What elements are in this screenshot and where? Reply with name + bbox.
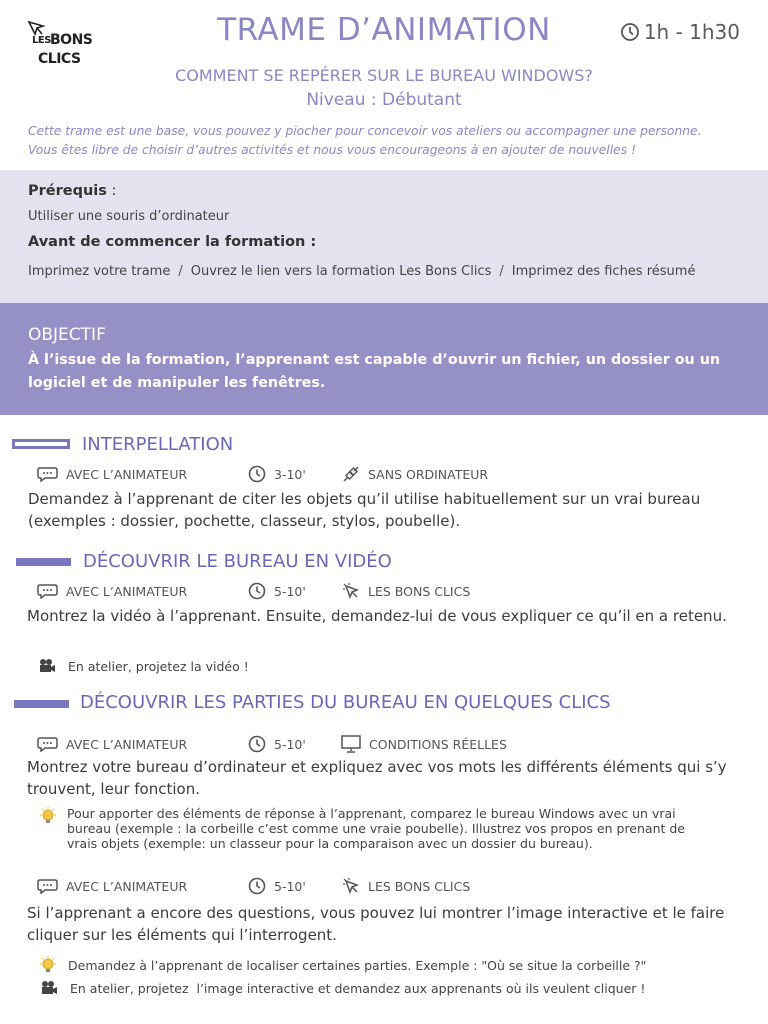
step-separator: /: [499, 264, 504, 279]
before-heading: Avant de commencer la formation :: [28, 234, 317, 250]
section-meta: [0, 876, 768, 896]
clock-icon: [248, 582, 266, 600]
section-meta: [0, 734, 768, 754]
before-steps: [28, 264, 695, 279]
meta-who: [37, 736, 187, 752]
projector-camera-icon: [38, 658, 56, 674]
section-title-interpellation: INTERPELLATION: [82, 434, 234, 455]
meta-support-text: LES BONS CLICS: [368, 878, 471, 894]
objective-panel: [0, 303, 768, 415]
meta-support: [342, 582, 470, 600]
prerequisites-panel: [0, 170, 768, 303]
meta-who: [37, 878, 187, 894]
level: Niveau : Débutant: [306, 90, 462, 110]
section-title-video: DÉCOUVRIR LE BUREAU EN VIDÉO: [83, 551, 392, 572]
page-title: TRAME D’ANIMATION: [217, 12, 551, 48]
step-3: Imprimez des fiches résumé: [511, 264, 696, 279]
meta-support: [342, 877, 470, 895]
intro-line-2: Vous êtes libre de choisir d’autres activités et nous vous encourageons à en ajouter de nouvelles !: [28, 143, 636, 157]
duration-text: 1h - 1h30: [643, 20, 740, 44]
monitor-icon: [341, 735, 361, 753]
duration: [620, 20, 740, 44]
speech-bubble-icon: [37, 583, 58, 599]
meta-who-text: AVEC L’ANIMATEUR: [66, 736, 188, 752]
section-text: Si l’apprenant a encore des questions, vous pouvez lui montrer l’image interactive et le faire cliquer sur les éléments qui l’interrogent.: [27, 904, 725, 944]
cursor-click-icon: [342, 877, 360, 895]
meta-time-text: 5-10': [274, 736, 306, 752]
tip-row: [40, 980, 645, 996]
meta-time: [248, 735, 306, 753]
tip-text: En atelier, projetez l’image interactive et demandez aux apprenants où ils veulent cliquer !: [70, 980, 646, 996]
lightbulb-icon: [38, 806, 58, 826]
meta-time-text: 5-10': [274, 878, 306, 894]
logo-les: LES: [32, 35, 51, 46]
projector-camera-icon: [40, 980, 58, 996]
tip-text: Demandez à l’apprenant de localiser certaines parties. Exemple : "Où se situe la corbeille ?": [68, 957, 647, 973]
tip-row: [38, 806, 718, 851]
intro-line-1: Cette trame est une base, vous pouvez y piocher pour concevoir vos ateliers ou accompagner une personne.: [28, 124, 702, 138]
meta-support-text: LES BONS CLICS: [368, 583, 471, 599]
meta-who-text: AVEC L’ANIMATEUR: [66, 466, 188, 482]
section-bar-filled: [14, 700, 69, 708]
meta-who-text: AVEC L’ANIMATEUR: [66, 878, 188, 894]
meta-who: [37, 466, 187, 482]
prereq-text: Utiliser une souris d’ordinateur: [28, 209, 230, 224]
tip-row: [38, 658, 249, 674]
meta-time-text: 3-10': [274, 466, 306, 482]
lightbulb-icon: [38, 955, 58, 975]
meta-time: [248, 877, 306, 895]
objective-heading: OBJECTIF: [28, 325, 106, 345]
step-separator: /: [178, 264, 183, 279]
meta-support-text: SANS ORDINATEUR: [368, 466, 489, 482]
step-1: Imprimez votre trame: [28, 264, 171, 279]
step-2: Ouvrez le lien vers la formation Les Bons Clics: [190, 264, 492, 279]
section-meta: [0, 464, 768, 484]
clock-icon: [248, 877, 266, 895]
clock-icon: [248, 735, 266, 753]
section-title-parts: DÉCOUVRIR LES PARTIES DU BUREAU EN QUELQUES CLICS: [80, 692, 611, 713]
speech-bubble-icon: [37, 466, 58, 482]
objective-text: À l’issue de la formation, l’apprenant est capable d’ouvrir un fichier, un dossier ou un logiciel et de manipuler les fenêtres.: [28, 352, 721, 391]
tip-text: En atelier, projetez la vidéo !: [68, 658, 249, 674]
intro-text: [28, 122, 748, 160]
speech-bubble-icon: [37, 878, 58, 894]
section-bar-outline: [12, 439, 70, 449]
subtitle: COMMENT SE REPÉRER SUR LE BUREAU WINDOWS?: [175, 66, 593, 85]
logo-bons: BONS: [50, 32, 93, 48]
section-text: Montrez votre bureau d’ordinateur et expliquez avec vos mots les différents éléments qui s’y trouvent, leur fonction.: [27, 758, 727, 798]
meta-who-text: AVEC L’ANIMATEUR: [66, 583, 188, 599]
clock-icon: [248, 465, 266, 483]
meta-support-text: CONDITIONS RÉELLES: [369, 736, 507, 752]
section-meta: [0, 581, 768, 601]
tip-text: Pour apporter des éléments de réponse à l’apprenant, comparez le bureau Windows avec un vrai bureau (exemple : la corbeille c’est comme une vraie poubelle). Illustrez vos propos en prenant de vrais objets (exemple: un classeur pour la comparaison avec un dossier du bureau).: [67, 806, 685, 851]
logo-clics: CLICS: [38, 51, 81, 67]
meta-support: [342, 465, 488, 483]
meta-time: [248, 465, 306, 483]
section-text: Montrez la vidéo à l’apprenant. Ensuite, demandez-lui de vous expliquer ce qu’il en a retenu.: [27, 607, 727, 625]
meta-support: [341, 735, 507, 753]
meta-time: [248, 582, 306, 600]
section-text: Demandez à l’apprenant de citer les objets qu’il utilise habituellement sur un vrai bureau (exemples : dossier, pochette, classeur, stylos, poubelle).: [28, 490, 701, 530]
tip-row: [38, 955, 646, 975]
meta-who: [37, 583, 187, 599]
prereq-heading: Prérequis :: [28, 183, 117, 199]
speech-bubble-icon: [37, 736, 58, 752]
meta-time-text: 5-10': [274, 583, 306, 599]
clock-icon: [620, 22, 640, 42]
section-bar-filled: [16, 558, 71, 566]
cursor-click-icon: [342, 582, 360, 600]
unplugged-icon: [342, 465, 360, 483]
